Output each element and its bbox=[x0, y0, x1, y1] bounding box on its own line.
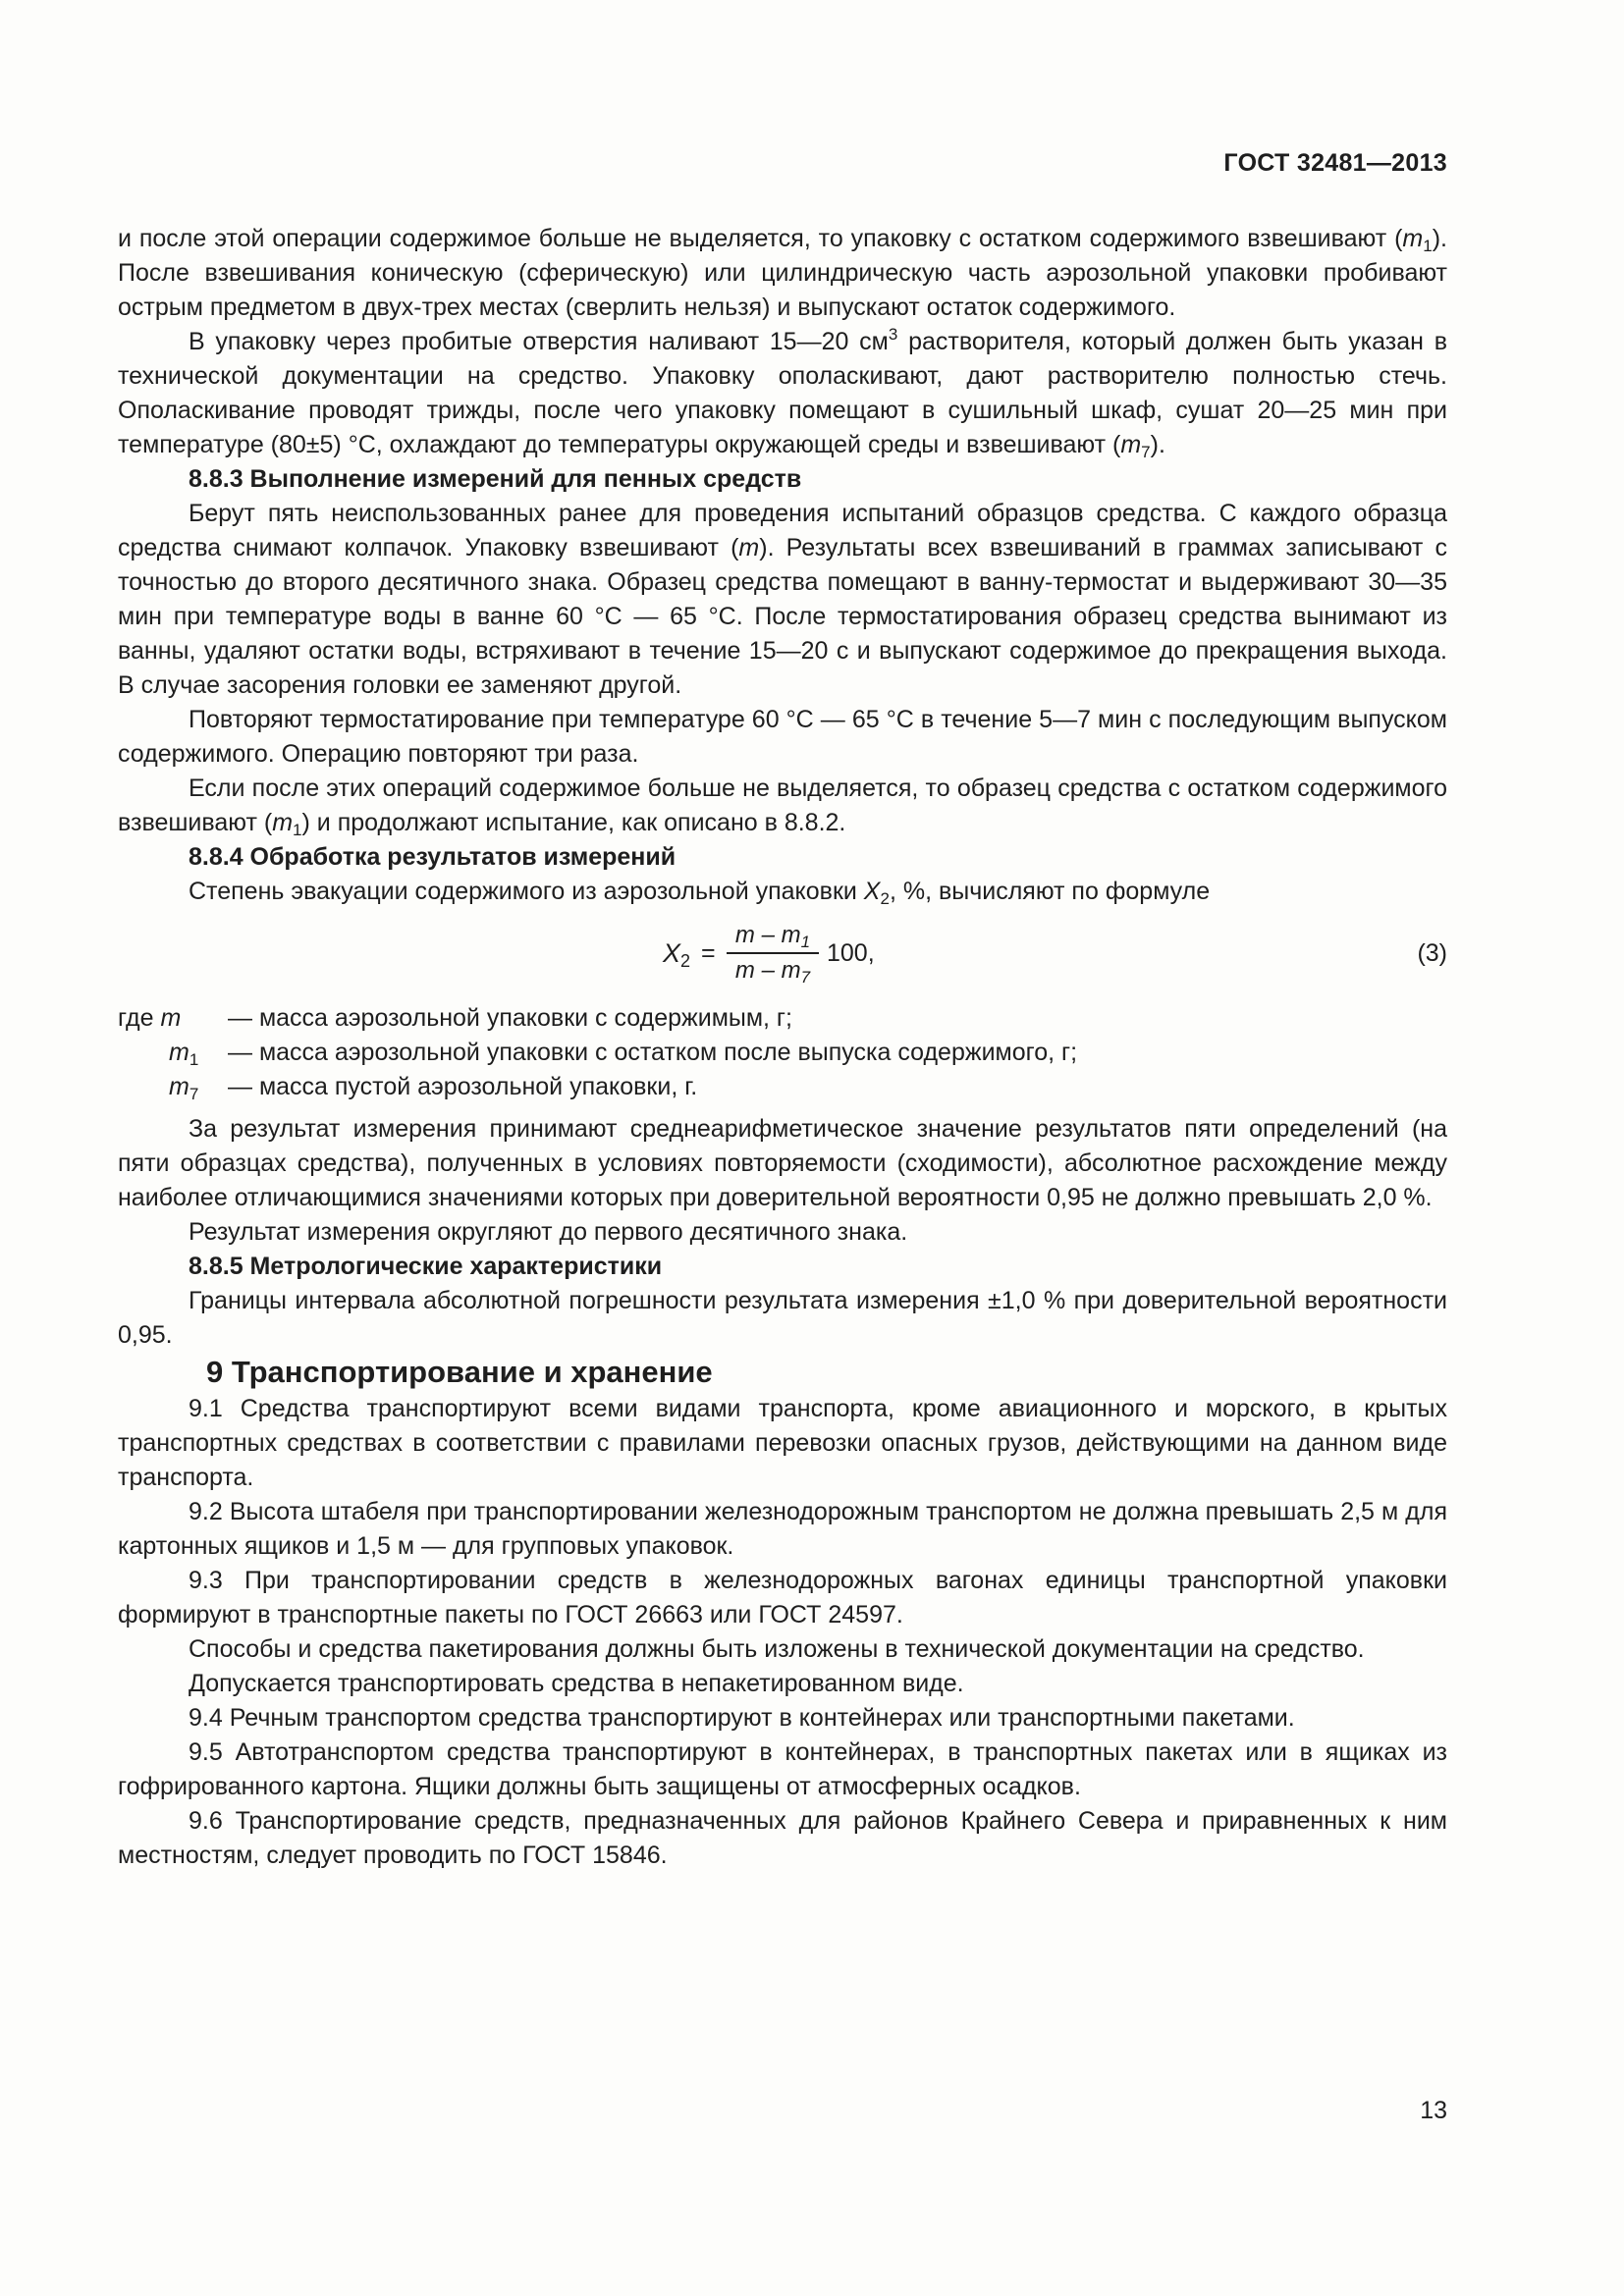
paragraph: Результат измерения округляют до первого десятичного знака. bbox=[189, 1218, 908, 1246]
legend-item bbox=[118, 1001, 1447, 1036]
formula-number: (3) bbox=[1417, 939, 1447, 967]
document-header-id: ГОСТ 32481—2013 bbox=[1223, 149, 1447, 177]
section-heading: 9 Транспортирование и хранение bbox=[206, 1355, 713, 1389]
subsection-heading: 8.8.4 Обработка результатов измерений bbox=[189, 843, 677, 871]
legend-text: — масса пустой аэрозольной упаковки, г. bbox=[228, 1073, 698, 1100]
paragraph: Повторяют термостатирование при температуре 60 °С — 65 °С в течение 5—7 мин с последующим выпуском содержимого. Операцию повторяют три раза. bbox=[118, 706, 1447, 768]
formula-numerator: m – $m_1$ bbox=[734, 922, 811, 951]
paragraph: 9.4 Речным транспортом средства транспортируют в контейнерах или транспортными пакетами. bbox=[189, 1704, 1295, 1732]
paragraph: Допускается транспортировать средства в непакетированном виде. bbox=[189, 1670, 964, 1697]
paragraph: Берут пять неиспользованных ранее для проведения испытаний образцов средства. С каждого образца средства снимают колпачок. Упаковку взвешивают (m). Результаты всех взвешиваний в граммах записывают с точностью до второго десятичного знака. Образец средства помещают в ванну-термостат и выдерживают 30—35 мин при температуре воды в ванне 60 °С — 65 °С. После термостатирования образец средства вынимают из ванны, удаляют остатки воды, встряхивают в течение 15—20 с и выпускают содержимое до прекращения выхода. В случае засорения головки ее заменяют другой. bbox=[118, 500, 1447, 699]
formula-factor: 100, bbox=[827, 939, 875, 967]
subsection-heading: 8.8.3 Выполнение измерений для пенных средств bbox=[189, 465, 802, 493]
document-body bbox=[118, 222, 1447, 1873]
legend-item bbox=[118, 1036, 1447, 1070]
paragraph: Способы и средства пакетирования должны быть изложены в технической документации на средство. bbox=[189, 1635, 1365, 1663]
legend-item bbox=[118, 1070, 1447, 1104]
subsection-heading: 8.8.5 Метрологические характеристики bbox=[189, 1253, 663, 1280]
paragraph: За результат измерения принимают среднеарифметическое значение результатов пяти определений (на пяти образцах средства), полученных в условиях повторяемости (сходимости), абсолютное расхождение между наиболее отличающимися значениями которых при доверительной вероятности 0,95 не должно превышать 2,0 %. bbox=[118, 1115, 1447, 1211]
formula-denominator: m – $m_7$ bbox=[734, 957, 811, 987]
formula-legend bbox=[118, 1001, 1447, 1104]
legend-text: — масса аэрозольной упаковки с содержимым, г; bbox=[228, 1004, 792, 1032]
formula bbox=[118, 921, 1447, 991]
page-number: 13 bbox=[1420, 2097, 1447, 2124]
legend-symbol: где m bbox=[118, 1004, 182, 1032]
legend-symbol: $m_7$ bbox=[169, 1073, 199, 1103]
formula-fraction bbox=[727, 921, 819, 986]
paragraph: и после этой операции содержимое больше не выделяется, то упаковку с остатком содержимого взвешивают $(m_1)$. После взвешивания коническую (сферическую) или цилиндрическую часть аэрозольной упаковки пробивают острым предметом в двух-трех местах (сверлить нельзя) и выпускают остаток содержимого. bbox=[118, 225, 1447, 321]
paragraph: В упаковку через пробитые отверстия наливают 15—20 $см^3$ растворителя, который должен быть указан в технической документации на средство. Упаковку ополаскивают, дают растворителю полностью стечь. Ополаскивание проводят трижды, после чего упаковку помещают в сушильный шкаф, сушат 20—25 мин при температуре (80±5) °С, охлаждают до температуры окружающей среды и взвешивают $(m_7)$. bbox=[118, 325, 1447, 461]
legend-symbol: $m_1$ bbox=[169, 1039, 199, 1069]
paragraph: Если после этих операций содержимое больше не выделяется, то образец средства с остатком содержимого взвешивают $(m_1)$ и продолжают испытание, как описано в 8.8.2. bbox=[118, 774, 1447, 839]
paragraph: 9.2 Высота штабеля при транспортировании железнодорожным транспортом не должна превышать 2,5 м для картонных ящиков и 1,5 м — для групповых упаковок. bbox=[118, 1498, 1447, 1560]
paragraph: 9.6 Транспортирование средств, предназначенных для районов Крайнего Севера и приравненных к ним местностям, следует проводить по ГОСТ 15846. bbox=[118, 1807, 1447, 1869]
paragraph: 9.1 Средства транспортируют всеми видами транспорта, кроме авиационного и морского, в крытых транспортных средствах в соответствии с правилами перевозки опасных грузов, действующими на данном виде транспорта. bbox=[118, 1395, 1447, 1491]
formula-lhs: $X_2$ bbox=[663, 938, 691, 971]
legend-text: — масса аэрозольной упаковки с остатком после выпуска содержимого, г; bbox=[228, 1039, 1078, 1066]
fraction-bar bbox=[727, 952, 819, 954]
paragraph: Границы интервала абсолютной погрешности результата измерения ±1,0 % при доверительной вероятности 0,95. bbox=[118, 1287, 1447, 1349]
paragraph: 9.5 Автотранспортом средства транспортируют в контейнерах, в транспортных пакетах или в ящиках из гофрированного картона. Ящики должны быть защищены от атмосферных осадков. bbox=[118, 1738, 1447, 1800]
paragraph: Степень эвакуации содержимого из аэрозольной упаковки $X_2$, %, вычисляют по формуле bbox=[189, 878, 1211, 908]
formula-equals: = bbox=[701, 939, 716, 967]
paragraph: 9.3 При транспортировании средств в железнодорожных вагонах единицы транспортной упаковки формируют в транспортные пакеты по ГОСТ 26663 или ГОСТ 24597. bbox=[118, 1567, 1447, 1629]
